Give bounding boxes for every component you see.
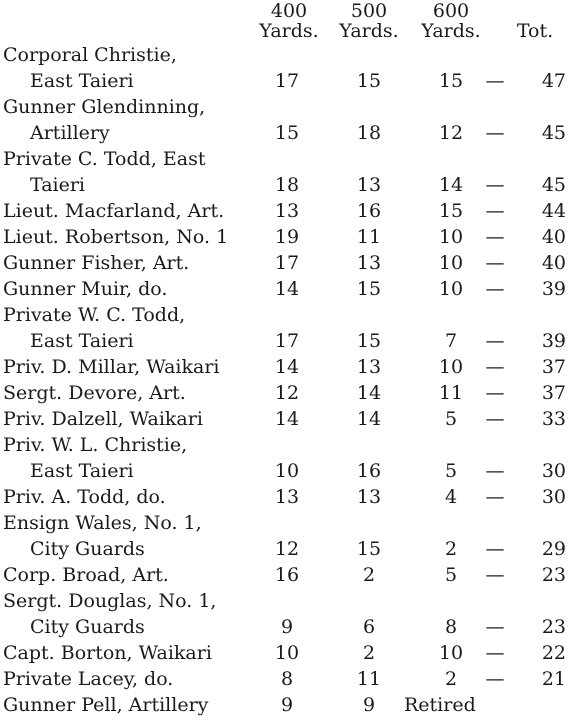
competitor-name: Private W. C. Todd, xyxy=(3,304,186,326)
row-name-line xyxy=(0,146,569,172)
leader-dash: — xyxy=(485,382,505,404)
score-400: 14 xyxy=(274,278,300,300)
row-continuation-line xyxy=(0,120,569,146)
score-400: 13 xyxy=(274,200,300,222)
score-600: 11 xyxy=(438,382,464,404)
score-400: 17 xyxy=(274,330,300,352)
score-500: 15 xyxy=(356,278,382,300)
row-name-line xyxy=(0,588,569,614)
score-400: 10 xyxy=(274,642,300,664)
row-name-line xyxy=(0,42,569,68)
score-600: 5 xyxy=(444,460,458,482)
competitor-unit: East Taieri xyxy=(30,330,134,352)
score-total: 39 xyxy=(541,278,566,300)
score-500: 9 xyxy=(362,694,376,716)
leader-dash: — xyxy=(485,564,505,586)
score-600: 5 xyxy=(444,408,458,430)
header-600-yards xyxy=(410,1,492,41)
score-600: 4 xyxy=(444,486,458,508)
score-600: 10 xyxy=(438,226,464,248)
score-500: 18 xyxy=(356,122,382,144)
score-400: 12 xyxy=(274,382,300,404)
row-name-line xyxy=(0,432,569,458)
header-600-range: 600 xyxy=(432,0,470,22)
score-600: 8 xyxy=(444,616,458,638)
competitor-name: Corporal Christie, xyxy=(3,44,177,66)
row-name-line xyxy=(0,640,569,666)
score-500: 13 xyxy=(356,174,382,196)
score-total: 37 xyxy=(541,356,566,378)
score-total: 40 xyxy=(541,226,566,248)
score-400: 8 xyxy=(280,668,294,690)
score-600: 5 xyxy=(444,564,458,586)
score-total: 39 xyxy=(541,330,566,352)
row-name-line xyxy=(0,276,569,302)
row-name-line xyxy=(0,666,569,692)
header-500-yards xyxy=(328,1,410,41)
competitor-name: Gunner Glendinning, xyxy=(3,96,206,118)
row-continuation-line xyxy=(0,614,569,640)
competitor-unit: City Guards xyxy=(30,616,145,638)
score-400: 9 xyxy=(280,616,294,638)
score-400: 14 xyxy=(274,408,300,430)
competitor-name: Lieut. Macfarland, Art. xyxy=(3,200,225,222)
score-500: 11 xyxy=(356,226,382,248)
score-total: 30 xyxy=(541,486,566,508)
competitor-name: Priv. D. Millar, Waikari xyxy=(3,356,220,378)
score-total: 29 xyxy=(541,538,566,560)
score-400: 10 xyxy=(274,460,300,482)
score-600: 12 xyxy=(438,122,464,144)
leader-dash: — xyxy=(485,356,505,378)
competitor-name: Sergt. Douglas, No. 1, xyxy=(3,590,217,612)
competitor-name: Gunner Pell, Artillery xyxy=(3,694,209,716)
score-500: 2 xyxy=(362,642,376,664)
score-500: 13 xyxy=(356,356,382,378)
score-400: 19 xyxy=(274,226,300,248)
row-name-line xyxy=(0,302,569,328)
row-continuation-line xyxy=(0,68,569,94)
score-500: 6 xyxy=(362,616,376,638)
score-600: 2 xyxy=(444,668,458,690)
score-500: 14 xyxy=(356,408,382,430)
row-name-line xyxy=(0,484,569,510)
leader-dash: — xyxy=(485,174,505,196)
score-total: 30 xyxy=(541,460,566,482)
leader-dash: — xyxy=(485,408,505,430)
score-400: 18 xyxy=(274,174,300,196)
leader-dash: — xyxy=(485,200,505,222)
competitor-unit: East Taieri xyxy=(30,70,134,92)
row-continuation-line xyxy=(0,536,569,562)
competitor-unit: Taieri xyxy=(30,174,86,196)
score-500: 13 xyxy=(356,252,382,274)
row-name-line xyxy=(0,224,569,250)
competitor-name: Priv. W. L. Christie, xyxy=(3,434,188,456)
leader-dash: — xyxy=(485,616,505,638)
competitor-name: Lieut. Robertson, No. 1 xyxy=(3,226,229,248)
score-600: 10 xyxy=(438,642,464,664)
header-400-range: 400 xyxy=(270,0,308,22)
score-total: 45 xyxy=(541,122,566,144)
score-500: 16 xyxy=(356,460,382,482)
competitor-unit: East Taieri xyxy=(30,460,134,482)
score-600: 10 xyxy=(438,278,464,300)
competitor-unit: Artillery xyxy=(30,122,110,144)
score-total: 45 xyxy=(541,174,566,196)
score-500: 14 xyxy=(356,382,382,404)
score-400: 15 xyxy=(274,122,300,144)
competitor-name: Ensign Wales, No. 1, xyxy=(3,512,202,534)
score-600: 10 xyxy=(438,252,464,274)
row-continuation-line xyxy=(0,172,569,198)
competitor-name: Gunner Fisher, Art. xyxy=(3,252,190,274)
competitor-name: Capt. Borton, Waikari xyxy=(3,642,212,664)
status-note: Retired xyxy=(404,694,476,716)
leader-dash: — xyxy=(485,252,505,274)
row-name-line xyxy=(0,562,569,588)
score-500: 15 xyxy=(356,330,382,352)
score-500: 2 xyxy=(362,564,376,586)
score-total: 23 xyxy=(541,616,566,638)
row-name-line xyxy=(0,250,569,276)
score-600: 2 xyxy=(444,538,458,560)
score-600: 15 xyxy=(438,70,464,92)
score-500: 11 xyxy=(356,668,382,690)
leader-dash: — xyxy=(485,278,505,300)
score-400: 14 xyxy=(274,356,300,378)
score-500: 13 xyxy=(356,486,382,508)
competitor-name: Corp. Broad, Art. xyxy=(3,564,169,586)
competitor-name: Gunner Muir, do. xyxy=(3,278,168,300)
competitor-unit: City Guards xyxy=(30,538,145,560)
score-400: 9 xyxy=(280,694,294,716)
score-500: 15 xyxy=(356,538,382,560)
score-total: 21 xyxy=(541,668,566,690)
header-total: Tot. xyxy=(516,20,554,42)
leader-dash: — xyxy=(485,330,505,352)
leader-dash: — xyxy=(485,460,505,482)
row-continuation-line xyxy=(0,328,569,354)
header-400-unit: Yards. xyxy=(259,20,319,42)
leader-dash: — xyxy=(485,642,505,664)
score-400: 13 xyxy=(274,486,300,508)
header-600-unit: Yards. xyxy=(421,20,481,42)
header-500-unit: Yards. xyxy=(339,20,399,42)
header-500-range: 500 xyxy=(350,0,388,22)
competitor-name: Priv. A. Todd, do. xyxy=(3,486,166,508)
score-400: 17 xyxy=(274,70,300,92)
score-total: 40 xyxy=(541,252,566,274)
competitor-name: Private Lacey, do. xyxy=(3,668,174,690)
score-400: 17 xyxy=(274,252,300,274)
header-400-yards xyxy=(250,1,328,41)
score-total: 23 xyxy=(541,564,566,586)
row-name-line xyxy=(0,198,569,224)
row-name-line xyxy=(0,692,569,718)
score-total: 33 xyxy=(541,408,566,430)
row-name-line xyxy=(0,94,569,120)
row-name-line xyxy=(0,510,569,536)
score-600: 15 xyxy=(438,200,464,222)
competitor-name: Private C. Todd, East xyxy=(3,148,206,170)
competitor-name: Priv. Dalzell, Waikari xyxy=(3,408,203,430)
leader-dash: — xyxy=(485,70,505,92)
score-600: 10 xyxy=(438,356,464,378)
score-total: 44 xyxy=(541,200,566,222)
score-600: 14 xyxy=(438,174,464,196)
leader-dash: — xyxy=(485,486,505,508)
leader-dash: — xyxy=(485,538,505,560)
score-500: 16 xyxy=(356,200,382,222)
competitor-name: Sergt. Devore, Art. xyxy=(3,382,186,404)
row-name-line xyxy=(0,354,569,380)
score-400: 16 xyxy=(274,564,300,586)
leader-dash: — xyxy=(485,226,505,248)
score-500: 15 xyxy=(356,70,382,92)
leader-dash: — xyxy=(485,668,505,690)
score-400: 12 xyxy=(274,538,300,560)
score-total: 22 xyxy=(541,642,566,664)
row-continuation-line xyxy=(0,458,569,484)
row-name-line xyxy=(0,380,569,406)
score-600: 7 xyxy=(444,330,458,352)
row-name-line xyxy=(0,406,569,432)
score-total: 37 xyxy=(541,382,566,404)
score-total: 47 xyxy=(541,70,566,92)
leader-dash: — xyxy=(485,122,505,144)
